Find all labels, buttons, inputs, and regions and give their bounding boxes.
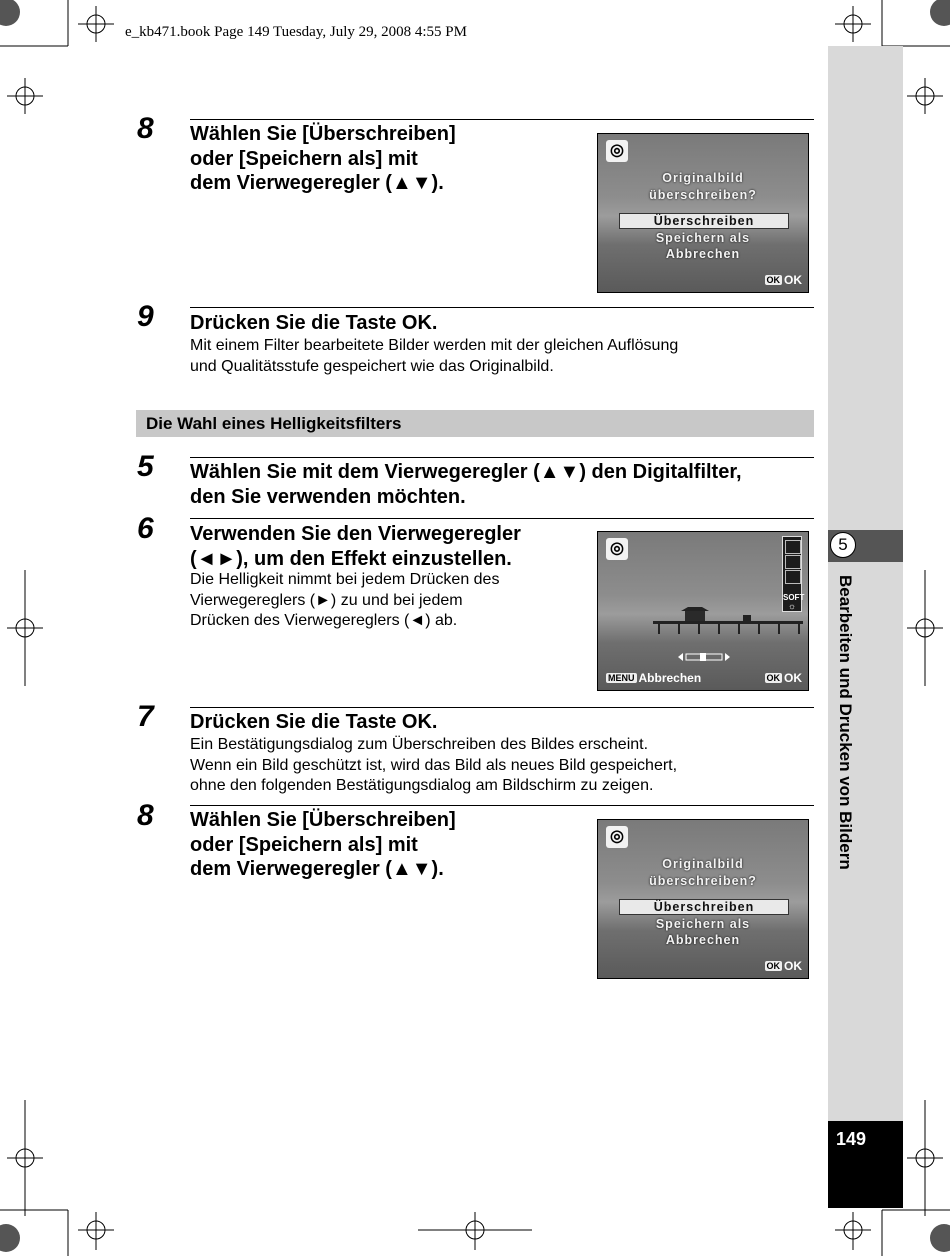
step-title: Verwenden Sie den Vierwegeregler (◄►), um den Effekt einzustellen. (190, 523, 521, 570)
dialog-question-line1: Originalbild (662, 857, 744, 871)
dialog-question-line2: überschreiben? (649, 188, 757, 202)
camera-screen-dialog (597, 133, 809, 293)
step-body: Die Helligkeit nimmt bei jedem Drücken des Vierwegereglers (►) zu und bei jedem Drücken des Vierwegereglers (◄) ab. (190, 571, 500, 629)
option-cancel: Abbrechen (665, 933, 741, 947)
brightness-icon: ☼ (787, 601, 797, 611)
page-number-box (828, 1121, 903, 1208)
step-title: Drücken Sie die Taste OK. (190, 711, 438, 733)
step-divider (190, 707, 814, 708)
brightness-meter (782, 536, 805, 612)
filter-icon: ◎ (606, 140, 628, 162)
step-title: Wählen Sie [Überschreiben] oder [Speichern als] mit dem Vierwegeregler (▲▼). (190, 809, 456, 880)
option-save-as: Speichern als (655, 231, 751, 245)
option-overwrite-selected: Überschreiben (619, 213, 789, 229)
filter-icon: ◎ (606, 538, 628, 560)
step-divider (190, 457, 814, 458)
step-number: 9 (137, 300, 154, 333)
pier-photo (653, 607, 803, 637)
step-number: 7 (137, 700, 154, 733)
step-title: Wählen Sie [Überschreiben] oder [Speichern als] mit dem Vierwegeregler (▲▼). (190, 123, 456, 194)
effect-slider (678, 652, 730, 662)
option-save-as: Speichern als (655, 917, 751, 931)
dialog-question-line1: Originalbild (662, 171, 744, 185)
step-body: Ein Bestätigungsdialog zum Überschreiben des Bildes erscheint. Wenn ein Bild geschützt ist, wird das Bild als neues Bild gespeichert, ohne den folgenden Bestätigungsdialog am Bildschirm zu zeigen. (190, 736, 678, 794)
step-number: 8 (137, 112, 154, 145)
ok-hint: OK OK (766, 273, 802, 287)
option-cancel: Abbrechen (665, 247, 741, 261)
ok-hint: OK OK (766, 959, 802, 973)
step-number: 6 (137, 512, 154, 545)
step-divider (190, 518, 814, 519)
step-title: Drücken Sie die Taste OK. (190, 312, 438, 334)
chapter-title: Bearbeiten und Drucken von Bildern (836, 575, 855, 870)
step-divider (190, 805, 814, 806)
step-title: Wählen Sie mit dem Vierwegeregler (▲▼) den Digitalfilter, den Sie verwenden möchten. (190, 461, 742, 508)
camera-screen-filter (597, 531, 809, 691)
option-overwrite-selected: Überschreiben (619, 899, 789, 915)
menu-cancel-hint: MENU Abbrechen (608, 671, 702, 685)
step-divider (190, 119, 814, 120)
step-divider (190, 307, 814, 308)
print-header: e_kb471.book Page 149 Tuesday, July 29, 2008 4:55 PM (125, 24, 467, 40)
section-heading: Die Wahl eines Helligkeitsfilters (146, 414, 402, 433)
section-heading-bar (136, 410, 814, 437)
step-number: 8 (137, 799, 154, 832)
dialog-question-line2: überschreiben? (649, 874, 757, 888)
step-number: 5 (137, 450, 154, 483)
step-body: Mit einem Filter bearbeitete Bilder werden mit der gleichen Auflösung und Qualitätsstufe gespeichert wie das Originalbild. (190, 337, 679, 375)
camera-screen-dialog (597, 819, 809, 979)
page-number: 149 (836, 1129, 867, 1149)
filter-icon: ◎ (606, 826, 628, 848)
ok-hint: OK OK (766, 671, 802, 685)
soft-label: SOFT (783, 593, 805, 602)
chapter-number: 5 (830, 532, 856, 558)
